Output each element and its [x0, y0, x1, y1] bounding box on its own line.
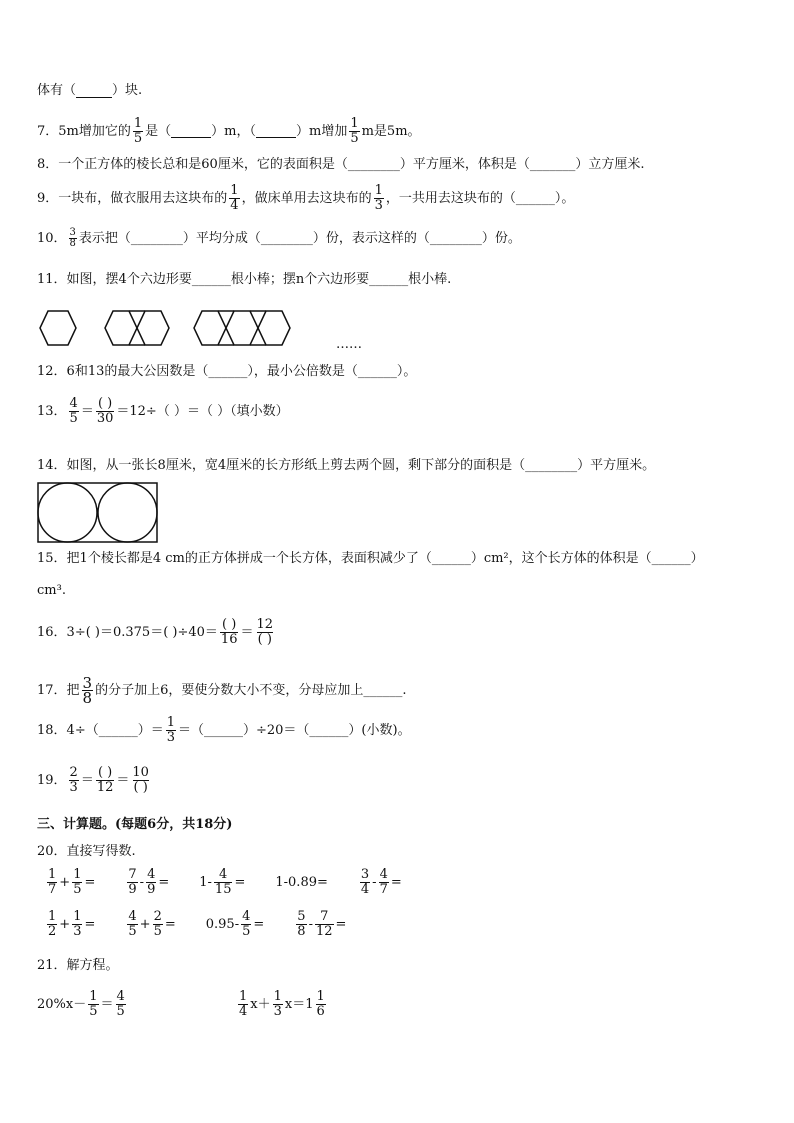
question-14: [37, 458, 655, 474]
q16-f2-den[interactable]: ( ): [257, 632, 272, 647]
q20-r1-item-4: [275, 875, 328, 891]
q21-eq2-f3-den: 6: [316, 1004, 325, 1019]
q21-eq1-f2-num: 4: [116, 989, 125, 1004]
q20-r1-1-tail: =: [84, 874, 96, 890]
q20-r1-5-tail: =: [390, 874, 402, 890]
q9-text-2: ，做床单用去这块布的: [241, 190, 372, 206]
q20-r2-3-c: 4: [242, 909, 251, 924]
q16-text: 16．3÷( )＝0.375＝( )÷40＝: [37, 624, 218, 640]
q9-f2-num: 1: [374, 183, 383, 198]
q17-text-2: 的分子加上6，要使分数大小不变，分母应加上______.: [95, 682, 407, 698]
question-16: [37, 618, 276, 647]
q21-eq2-f2-num: 1: [273, 989, 282, 1004]
q7-f1-num: 1: [133, 116, 143, 131]
q7-fraction-2: [349, 117, 359, 146]
q9-fraction-1: [229, 184, 239, 213]
q16-f1-num[interactable]: ( ): [222, 617, 237, 632]
q9-text-1: 9．一块布，做衣服用去这块布的: [37, 190, 228, 206]
q21-eq2-f1-den: 4: [239, 1004, 248, 1019]
q20-r1-1-d: 5: [73, 882, 82, 897]
q13-f1-den: 5: [69, 411, 78, 426]
q11-text: 11．如图，摆4个六边形要______根小棒；摆n个六边形要______根小棒.: [37, 272, 452, 287]
q7-fraction-1: [133, 117, 143, 146]
q9-f1-den: 4: [230, 198, 239, 213]
q9-fraction-2: [374, 184, 384, 213]
q20-r2-4-a: 5: [297, 909, 306, 924]
q9-text-3: ，一共用去这块布的（______）。: [385, 190, 575, 206]
q15-text-2: cm³.: [37, 583, 66, 598]
question-8: [37, 157, 644, 173]
q18-num: 1: [166, 715, 175, 730]
question-12: [37, 364, 416, 380]
q20-r1-item-2: [125, 868, 169, 897]
question-20-title: [37, 844, 136, 860]
q9-f2-den: 3: [374, 198, 383, 213]
q20-r1-1-op: +: [59, 874, 71, 890]
q20-r1-2-a: 7: [128, 867, 137, 882]
q19-f2-den: 12: [96, 780, 114, 795]
q20-r1-2-d: 9: [147, 882, 156, 897]
q19-fraction-2: [96, 766, 115, 795]
q6-prefix: 体有（: [37, 83, 77, 98]
q17-num: 3: [82, 674, 93, 692]
q13-f2-num[interactable]: ( ): [97, 396, 113, 411]
q6-tail: [37, 83, 142, 99]
q20-r2-3-tail: =: [253, 916, 265, 932]
hexagon-group-1: [38, 310, 78, 346]
q20-r2-4-d: 12: [315, 924, 333, 939]
question-11: [37, 272, 451, 288]
question-9: [37, 184, 574, 213]
q7-blank-2[interactable]: [256, 125, 296, 138]
q7-f1-den: 5: [133, 131, 143, 146]
question-19: [37, 766, 152, 795]
q20-r1-5-b: 4: [360, 882, 370, 897]
q21-eq1-f2-den: 5: [116, 1004, 125, 1019]
q13-fraction-2: [96, 397, 115, 426]
question-18: [37, 716, 411, 745]
q20-r2-1-c: 1: [73, 909, 82, 924]
q20-r2-item-4: [294, 910, 346, 939]
q19-f2-num[interactable]: ( ): [97, 765, 113, 780]
q12-text: 12．6和13的最大公因数是（______），最小公倍数是（______）。: [37, 364, 417, 379]
q17-den: 8: [82, 689, 93, 707]
rectangle-with-two-circles: [37, 482, 159, 544]
q18-den: 3: [166, 730, 175, 745]
q20-r1-2-tail: =: [158, 874, 170, 890]
q20-r2-3-pre: 0.95-: [205, 916, 240, 932]
q20-r1-5-c: 4: [379, 867, 388, 882]
q20-r2-2-op: +: [139, 916, 151, 932]
q20-r2-1-a: 1: [48, 909, 57, 924]
q20-r2-1-tail: =: [84, 916, 96, 932]
q20-r2-item-2: [125, 910, 175, 939]
q20-row-2: [45, 910, 376, 939]
q20-r1-2-c: 4: [147, 867, 156, 882]
q7-blank-1[interactable]: [171, 125, 211, 138]
q21-eq1-f1-num: 1: [89, 989, 98, 1004]
question-15-line-1: [37, 551, 704, 567]
q15-text-1: 15．把1个棱长都是4 cm的正方体拼成一个长方体，表面积减少了（______）cm²，这个长方体的体积是（______）: [37, 551, 704, 566]
q7-text-3: ）m，（: [211, 123, 256, 139]
q20-r2-2-tail: =: [164, 916, 176, 932]
q20-r2-4-op: -: [308, 916, 313, 932]
q17-fraction: [82, 676, 94, 705]
q21-eq1-pre: 20%x－: [37, 996, 87, 1012]
q21-eq2-f1-num: 1: [239, 989, 248, 1004]
hexagon-group-3: [192, 310, 292, 346]
q21-eq1-equals: ＝: [100, 996, 114, 1012]
section-3-heading: [37, 817, 232, 833]
q21-equation-1: [37, 990, 128, 1019]
q20-r1-3-tail: =: [234, 874, 246, 890]
q20-r1-item-3: [199, 868, 245, 897]
q21-eq1-f1-den: 5: [89, 1004, 98, 1019]
q19-f3-den[interactable]: ( ): [133, 780, 148, 795]
q20-r1-5-d: 7: [379, 882, 388, 897]
q13-equals: ＝: [80, 403, 94, 419]
section-3-title: 三、计算题。(每题6分，共18分): [37, 817, 233, 832]
q10-text-2: 表示把（________）平均分成（________）份，表示这样的（________）份。: [78, 230, 521, 246]
q18-text-1: 18．4÷（______）＝: [37, 722, 164, 738]
q20-r2-1-d: 3: [73, 924, 82, 939]
q10-fraction: [69, 228, 77, 249]
q6-blank[interactable]: [76, 85, 112, 98]
q20-r1-3-pre: 1-: [199, 874, 212, 890]
q20-row-1: [45, 868, 432, 897]
q16-fraction-1: [220, 618, 239, 647]
q20-title: 20．直接写得数.: [37, 844, 136, 859]
q19-f1-num: 2: [69, 765, 78, 780]
q18-fraction: [166, 716, 176, 745]
q13-f2-den: 30: [96, 411, 114, 426]
q19-f1-den: 3: [69, 780, 78, 795]
q7-text-5: m是5m。: [361, 123, 421, 139]
q20-r2-item-3: [206, 910, 265, 939]
q20-r1-2-op: -: [139, 874, 145, 890]
q20-r2-2-a: 4: [128, 909, 137, 924]
q20-r2-1-op: +: [59, 916, 71, 932]
ellipsis: ……: [336, 337, 362, 352]
q14-text: 14．如图，从一张长8厘米，宽4厘米的长方形纸上剪去两个圆，剩下部分的面积是（________）平方厘米。: [37, 458, 656, 473]
q8-text: 8．一个正方体的棱长总和是60厘米，它的表面积是（________）平方厘米，体积是（_______）立方厘米.: [37, 157, 645, 172]
q19-text: 19．: [37, 772, 67, 788]
question-17: [37, 676, 407, 705]
q19-fraction-3: [131, 766, 150, 795]
q9-f1-num: 1: [230, 183, 239, 198]
q20-r1-1-a: 1: [48, 867, 57, 882]
q10-den: 8: [69, 238, 76, 249]
q13-text-1: 13．: [37, 403, 67, 419]
q20-r1-1-b: 7: [48, 882, 57, 897]
q20-r2-1-b: 2: [48, 924, 57, 939]
q16-f2-num: 12: [256, 617, 274, 632]
q20-r2-item-1: [45, 910, 95, 939]
hexagon-group-2: [103, 310, 171, 346]
q7-f2-num: 1: [350, 116, 359, 131]
q17-text-1: 17．把: [37, 682, 80, 698]
q21-eq2-mid: x＋: [250, 996, 271, 1012]
q21-eq2-f3-num: 1: [316, 989, 325, 1004]
q6-suffix: ）块.: [112, 83, 143, 98]
q21-equation-2: [236, 990, 328, 1019]
q20-r1-item-5: [358, 868, 402, 897]
q18-text-2: ＝（______）÷20＝（______）(小数)。: [178, 722, 411, 738]
q20-r1-3-d: 15: [214, 882, 232, 897]
question-13: [37, 397, 289, 426]
question-10: [37, 228, 521, 249]
q16-f1-den: 16: [220, 632, 238, 647]
q10-num: 3: [69, 227, 76, 238]
q19-equals-2: ＝: [116, 772, 130, 788]
q20-r1-3-c: 4: [219, 867, 228, 882]
q19-fraction-1: [69, 766, 79, 795]
q7-text-4: ）m增加: [296, 123, 348, 139]
q10-text-1: 10．: [37, 230, 67, 246]
q20-r2-4-b: 8: [297, 924, 306, 939]
q21-title: 21．解方程。: [37, 958, 119, 973]
q13-fraction-1: [69, 397, 79, 426]
q20-r2-3-d: 5: [242, 924, 251, 939]
q13-text-2: ＝12÷（ ）＝（ ）（填小数）: [116, 403, 289, 419]
q20-r2-4-c: 7: [320, 909, 329, 924]
q16-equals: ＝: [240, 624, 254, 640]
q7-f2-den: 5: [350, 131, 359, 146]
q7-text-2: 是（: [145, 123, 172, 139]
q19-f3-num: 10: [132, 765, 149, 780]
q16-fraction-2: [255, 618, 274, 647]
q20-r1-2-b: 9: [128, 882, 137, 897]
question-15-line-2: [37, 583, 66, 599]
q20-r2-2-d: 5: [153, 924, 162, 939]
q20-r1-5-a: 3: [360, 867, 370, 882]
q19-equals-1: ＝: [80, 772, 94, 788]
q20-r2-4-tail: =: [335, 916, 347, 932]
q21-eq2-f2-den: 3: [273, 1004, 282, 1019]
q20-r1-4-plain: 1-0.89=: [275, 874, 328, 890]
q20-r1-item-1: [45, 868, 95, 897]
question-7: [37, 117, 421, 146]
q21-eq2-tail: x＝1: [284, 996, 314, 1012]
q20-r2-2-c: 2: [153, 909, 162, 924]
q20-r2-2-b: 5: [128, 924, 137, 939]
q20-r1-5-op: -: [372, 874, 377, 890]
q7-text-1: 7．5m增加它的: [37, 123, 131, 139]
q13-f1-num: 4: [69, 396, 78, 411]
question-21-title: [37, 958, 119, 974]
q20-r1-1-c: 1: [73, 867, 82, 882]
